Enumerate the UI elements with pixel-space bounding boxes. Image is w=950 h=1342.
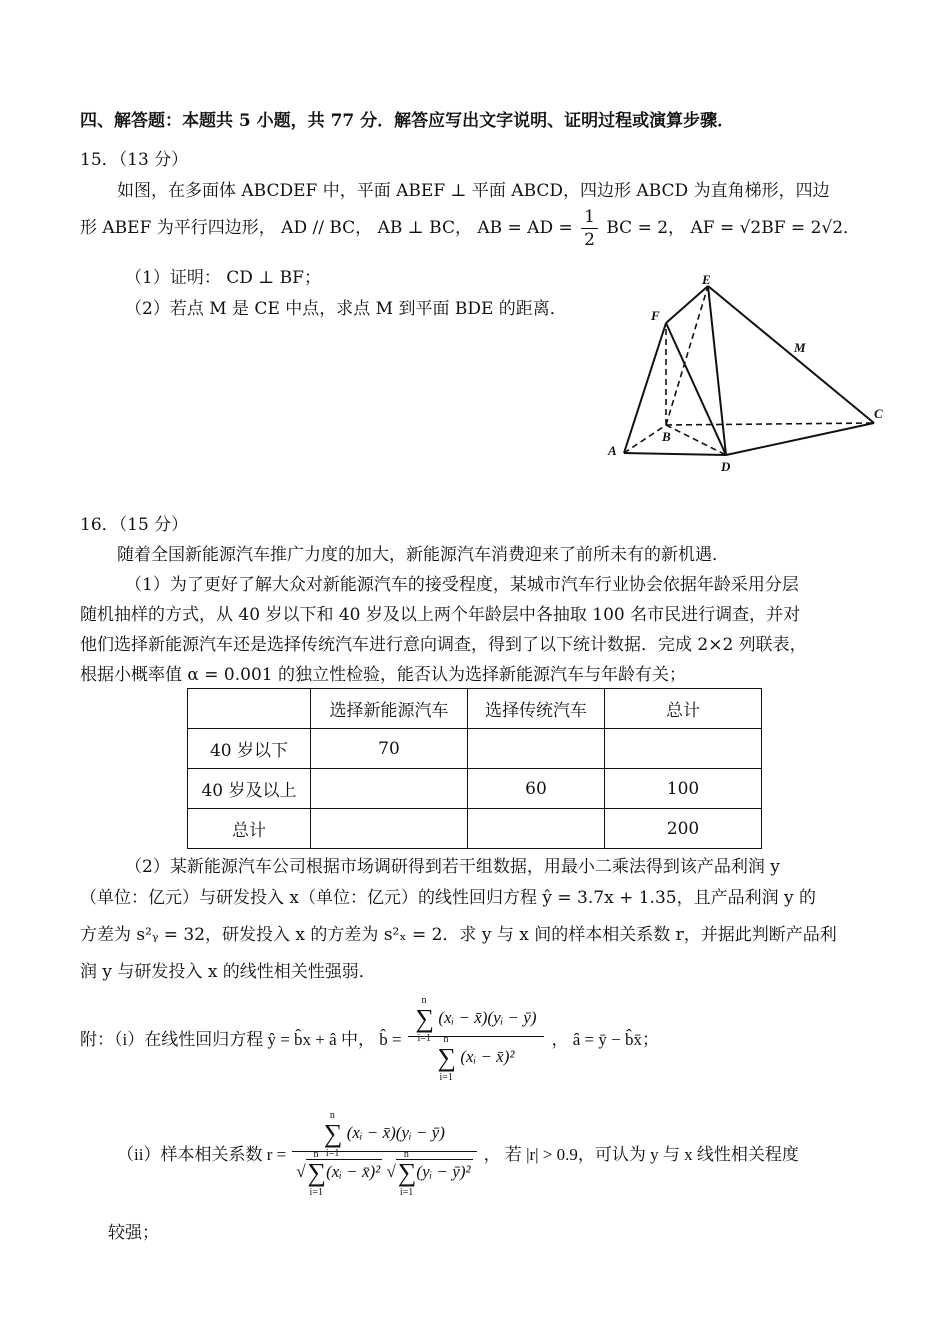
appendix-i-suffix: ， â = ȳ − b̂x̄； <box>551 1030 659 1049</box>
q15-polyhedron-figure <box>600 268 900 478</box>
sum-symbol: ∑ n i=1 <box>437 1034 457 1083</box>
q15-part1: （1）证明： CD ⊥ BF； <box>125 268 321 288</box>
table-cell <box>311 809 468 849</box>
table-row <box>188 809 762 849</box>
fraction-numerator <box>408 995 545 1044</box>
table-cell: 40 岁以下 <box>188 729 311 769</box>
q15-line1: 如图，在多面体 ABCDEF 中，平面 ABEF ⊥ 平面 ABCD，四边形 ABCD 为直角梯形，四边 <box>117 181 830 201</box>
table-cell <box>468 809 605 849</box>
sum-symbol: ∑ n i=1 <box>415 995 435 1044</box>
appendix-ii-fraction <box>292 1110 476 1198</box>
numerator-text: (xᵢ − x̄)(yᵢ − ȳ) <box>346 1122 445 1142</box>
appendix-ii-tail: 较强； <box>108 1223 159 1243</box>
appendix-i <box>80 990 659 1085</box>
table-row <box>188 729 762 769</box>
label-D: D <box>721 459 731 474</box>
table-cell: 200 <box>605 809 762 849</box>
table-cell <box>605 729 762 769</box>
fraction-numerator: 1 <box>581 206 598 229</box>
q16-p2-line2: （单位：亿元）与研发投入 x（单位：亿元）的线性回归方程 ŷ = 3.7x + 1.35，且产品利润 y 的 <box>80 888 816 908</box>
q16-p1-line2: 随机抽样的方式，从 40 岁以下和 40 岁及以上两个年龄层中各抽取 100 名市民进行调查，并对 <box>80 605 801 625</box>
denominator-text: (xᵢ − x̄)² <box>460 1046 515 1066</box>
table-header-cell: 总计 <box>605 689 762 729</box>
table-header-row <box>188 689 762 729</box>
sum-lower: i=1 <box>309 1187 323 1198</box>
q16-p2-line4: 润 y 与研发投入 x 的线性相关性强弱． <box>80 962 376 982</box>
sum-upper: n <box>443 1034 449 1045</box>
q16-p1-line3: 他们选择新能源汽车还是选择传统汽车进行意向调查，得到了以下统计数据．完成 2×2 列联表， <box>80 635 807 655</box>
table-header-cell <box>188 689 311 729</box>
sum-lower: i=1 <box>399 1187 414 1198</box>
edge-ED <box>708 286 726 455</box>
table-header-cell: 选择新能源汽车 <box>311 689 468 729</box>
q15-line2 <box>80 206 860 251</box>
sum-symbol: ∑ n i=1 <box>323 1110 343 1159</box>
q16-p1-line4: 根据小概率值 α = 0.001 的独立性检验，能否认为选择新能源汽车与年龄有关； <box>80 665 687 685</box>
q16-p2-line1: （2）某新能源汽车公司根据市场调研得到若干组数据，用最小二乘法得到该产品利润 y <box>125 857 780 877</box>
edge-AD <box>624 453 726 455</box>
numerator-text: (xᵢ − x̄)(yᵢ − ȳ) <box>438 1007 537 1027</box>
sum-upper: n <box>403 1149 409 1160</box>
appendix-ii <box>117 1100 799 1205</box>
label-C: C <box>874 406 883 421</box>
fraction-denominator: 2 <box>584 230 595 250</box>
sum-lower: i=1 <box>325 1148 340 1159</box>
edge-AB <box>624 425 666 453</box>
q15-part2: （2）若点 M 是 CE 中点，求点 M 到平面 BDE 的距离． <box>125 299 567 319</box>
edge-FD <box>666 323 726 455</box>
q16-p2-line3: 方差为 s²ᵧ = 32，研发投入 x 的方差为 s²ₓ = 2．求 y 与 x 间的样本相关系数 r，并据此判断产品利 <box>80 925 837 945</box>
edge-DC <box>726 423 874 455</box>
q16-p1-line1: （1）为了更好了解大众对新能源汽车的接受程度，某城市汽车行业协会依据年龄采用分层 <box>125 575 799 595</box>
q15-line2-b: BC = 2， AF = √2BF = 2√2． <box>606 218 861 238</box>
q15-fraction-half <box>581 206 598 251</box>
edge-BE <box>666 286 708 425</box>
edge-BC <box>666 423 874 425</box>
label-E: E <box>702 272 711 287</box>
appendix-ii-suffix: ， 若 |r| > 0.9，可认为 y 与 x 线性相关程度 <box>483 1145 799 1164</box>
denominator-text-a: (xᵢ − x̄)² <box>326 1161 381 1181</box>
sum-upper: n <box>421 995 427 1006</box>
edge-BD <box>666 425 726 455</box>
table-cell: 总计 <box>188 809 311 849</box>
appendix-i-fraction <box>408 995 545 1083</box>
table-header-cell: 选择传统汽车 <box>468 689 605 729</box>
q16-intro: 随着全国新能源汽车推广力度的加大，新能源汽车消费迎来了前所未有的新机遇． <box>117 545 729 565</box>
fraction-denominator <box>292 1149 476 1198</box>
sum-upper: n <box>313 1149 319 1160</box>
label-B: B <box>662 429 671 444</box>
edge-AF <box>624 323 666 453</box>
appendix-i-prefix: 附：（i）在线性回归方程 ŷ = b̂x + â 中， b̂ = <box>80 1030 402 1049</box>
sum-symbol: ∑ n i=1 <box>397 1149 417 1198</box>
sqrt-b: √∑ n i=1 (yᵢ − ȳ)² <box>386 1149 471 1198</box>
sqrt-a: √∑ n i=1 (xᵢ − x̄)² <box>296 1149 381 1198</box>
sum-lower: i=1 <box>439 1072 453 1083</box>
contingency-table <box>187 688 762 849</box>
label-F: F <box>651 308 660 323</box>
table-cell: 100 <box>605 769 762 809</box>
q15-line2-a: 形 ABEF 为平行四边形， AD // BC， AB ⊥ BC， AB = AD = <box>80 218 573 238</box>
q15-header: 15．（13 分） <box>80 150 189 170</box>
label-M: M <box>794 340 806 355</box>
table-cell <box>468 729 605 769</box>
table-cell: 40 岁及以上 <box>188 769 311 809</box>
section-title: 四、解答题：本题共 5 小题，共 77 分．解答应写出文字说明、证明过程或演算步骤． <box>80 111 735 131</box>
table-cell <box>311 769 468 809</box>
table-cell: 60 <box>468 769 605 809</box>
appendix-ii-prefix: （ii）样本相关系数 r = <box>117 1145 287 1164</box>
table-cell: 70 <box>311 729 468 769</box>
sum-symbol: ∑ n i=1 <box>307 1149 327 1198</box>
edge-EC <box>708 286 874 423</box>
fraction-numerator <box>292 1110 476 1159</box>
sum-lower: i=1 <box>417 1033 431 1044</box>
q16-header: 16．（15 分） <box>80 515 189 535</box>
label-A: A <box>608 443 617 458</box>
denominator-text-b: (yᵢ − ȳ)² <box>416 1161 471 1181</box>
table-row <box>188 769 762 809</box>
sum-upper: n <box>329 1110 335 1121</box>
